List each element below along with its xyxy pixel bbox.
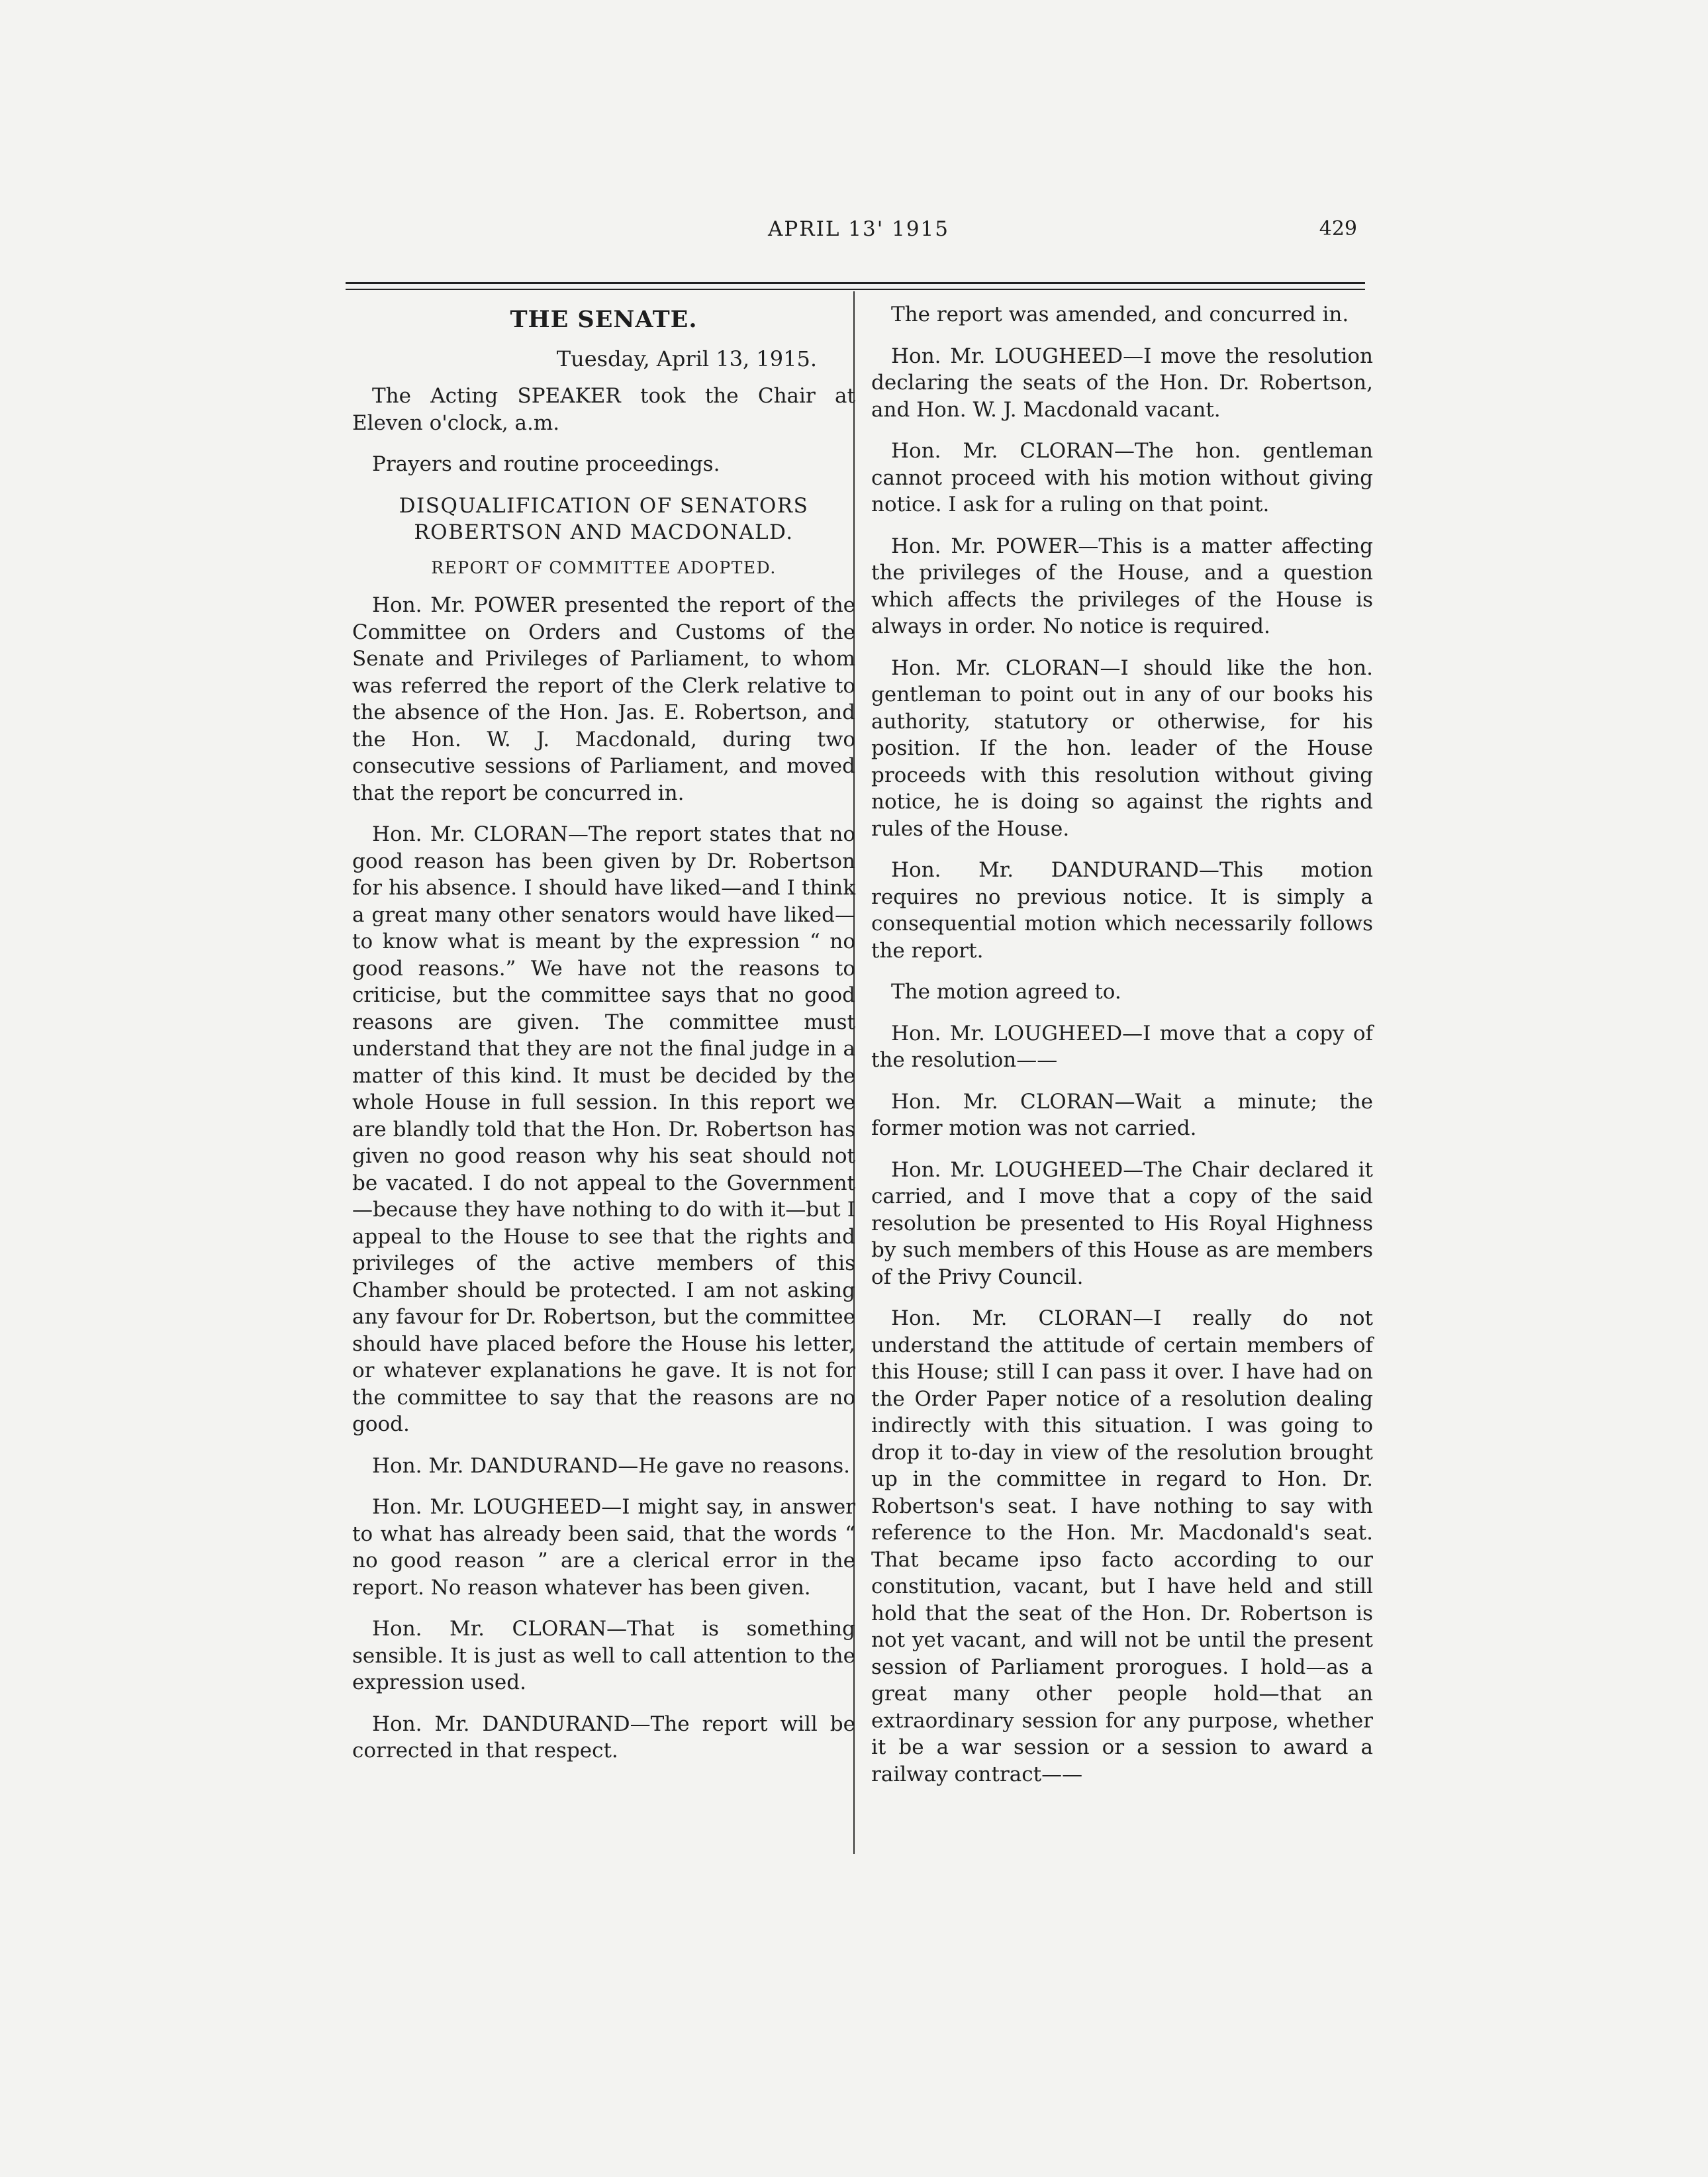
speech-paragraph: Hon. Mr. CLORAN—I really do not understand the attitude of certain members of this House; still I can pass it over. I have had on the Order Paper notice of a resolution dealing indirectly with this situation. I was going to drop it to-day in view of the resolution brought up in the committee in regard to Hon. Dr. Robertson's seat. I have nothing to say with reference to the Hon. Mr. Macdonald's seat. That became ipso facto according to our constitution, vacant, but I have held and still hold that the seat of the Hon. Dr. Robertson is not yet vacant, and will not be until the present session of Parliament prorogues. I hold—as a great many other people hold—that an extraordinary session for any purpose, whether it be a war session or a session to award a railway contract—— <box>871 1306 1373 1786</box>
speech-paragraph: Hon. Mr. DANDURAND—He gave no reasons. <box>372 1453 850 1478</box>
speech-paragraph: Hon. Mr. DANDURAND—The report will be corrected in that respect. <box>352 1712 855 1763</box>
debate-heading-line1: DISQUALIFICATION OF SENATORS <box>399 493 809 518</box>
speech-paragraph: Hon. Mr. CLORAN—The report states that no good reason has been given by Dr. Robertson for his absence. I should have liked—and I think a great many other senators would have liked—to know what is meant by the expression “ no good reasons.” We have not the reasons to criticise, but the committee says that no good reasons are given. The committee must understand that they are not the final judge in a matter of this kind. It must be decided by the whole House in full session. In this report we are blandly told that the Hon. Dr. Robertson has given no good reason why his seat should not be vacated. I do not appeal to the Government—because they have nothing to do with it—but I appeal to the House to see that the rights and privileges of the active members of this Chamber should be protected. I am not asking any favour for Dr. Robertson, but the committee should have placed before the House his letter, or whatever explanations he gave. It is not for the committee to say that the reasons are no good. <box>352 822 855 1436</box>
speech-paragraph: Hon. Mr. LOUGHEED—The Chair declared it carried, and I move that a copy of the said resolution be presented to His Royal Highness by such members of this House as are members of the Privy Council. <box>871 1157 1373 1289</box>
speech-paragraph: The report was amended, and concurred in. <box>891 303 1349 326</box>
speech-paragraph: Hon. Mr. CLORAN—I should like the hon. gentleman to point out in any of our books his authority, statutory or otherwise, for his position. If the hon. leader of the House proceeds with this resolution without giving notice, he is doing so against the rights and rules of the House. <box>871 655 1373 841</box>
page-header <box>344 213 1364 253</box>
speech-paragraph: Hon. Mr. DANDURAND—This motion requires no previous notice. It is simply a consequential motion which necessarily follows the report. <box>871 858 1373 963</box>
debate-heading <box>352 493 855 546</box>
speech-paragraph: Hon. Mr. POWER presented the report of the Committee on Orders and Customs of the Senate and Privileges of Parliament, to whom was referred the report of the Clerk relative to the absence of the Hon. Jas. E. Robertson, and the Hon. W. J. Macdonald, during two consecutive sessions of Parliament, and moved that the report be concurred in. <box>352 593 855 805</box>
speech-paragraph: Hon. Mr. LOUGHEED—I move the resolution declaring the seats of the Hon. Dr. Robertson, and Hon. W. J. Macdonald vacant. <box>871 344 1373 422</box>
speech-paragraph: Hon. Mr. CLORAN—Wait a minute; the former motion was not carried. <box>871 1089 1373 1140</box>
speech-paragraph: Hon. Mr. CLORAN—The hon. gentleman cannot proceed with his motion without giving notice. I ask for a ruling on that point. <box>871 439 1373 516</box>
section-title: THE SENATE. <box>510 306 698 333</box>
right-column <box>871 301 1373 1802</box>
sitting-date: Tuesday, April 13, 1915. <box>556 346 817 371</box>
prayers-paragraph: Prayers and routine proceedings. <box>372 452 720 476</box>
running-title: APRIL 13' 1915 <box>768 217 949 241</box>
speech-paragraph: Hon. Mr. CLORAN—That is something sensible. It is just as well to call attention to the expression used. <box>352 1617 855 1694</box>
debate-heading-line2: ROBERTSON AND MACDONALD. <box>414 520 794 544</box>
left-column <box>352 301 855 1779</box>
opening-paragraph: The Acting SPEAKER took the Chair at Eleven o'clock, a.m. <box>352 384 855 435</box>
header-rule <box>346 282 1365 284</box>
speech-paragraph: The motion agreed to. <box>891 980 1121 1004</box>
page-number: 429 <box>1319 217 1357 240</box>
speech-paragraph: Hon. Mr. LOUGHEED—I might say, in answer to what has already been said, that the words “ no good reason ” are a clerical error in the report. No reason whatever has been given. <box>352 1495 855 1600</box>
debate-subheading: REPORT OF COMMITTEE ADOPTED. <box>431 557 777 577</box>
header-rule-secondary <box>346 289 1365 290</box>
speech-paragraph: Hon. Mr. LOUGHEED—I move that a copy of the resolution—— <box>871 1021 1373 1072</box>
speech-paragraph: Hon. Mr. POWER—This is a matter affecting the privileges of the House, and a question which affects the privileges of the House is always in order. No notice is required. <box>871 534 1373 638</box>
